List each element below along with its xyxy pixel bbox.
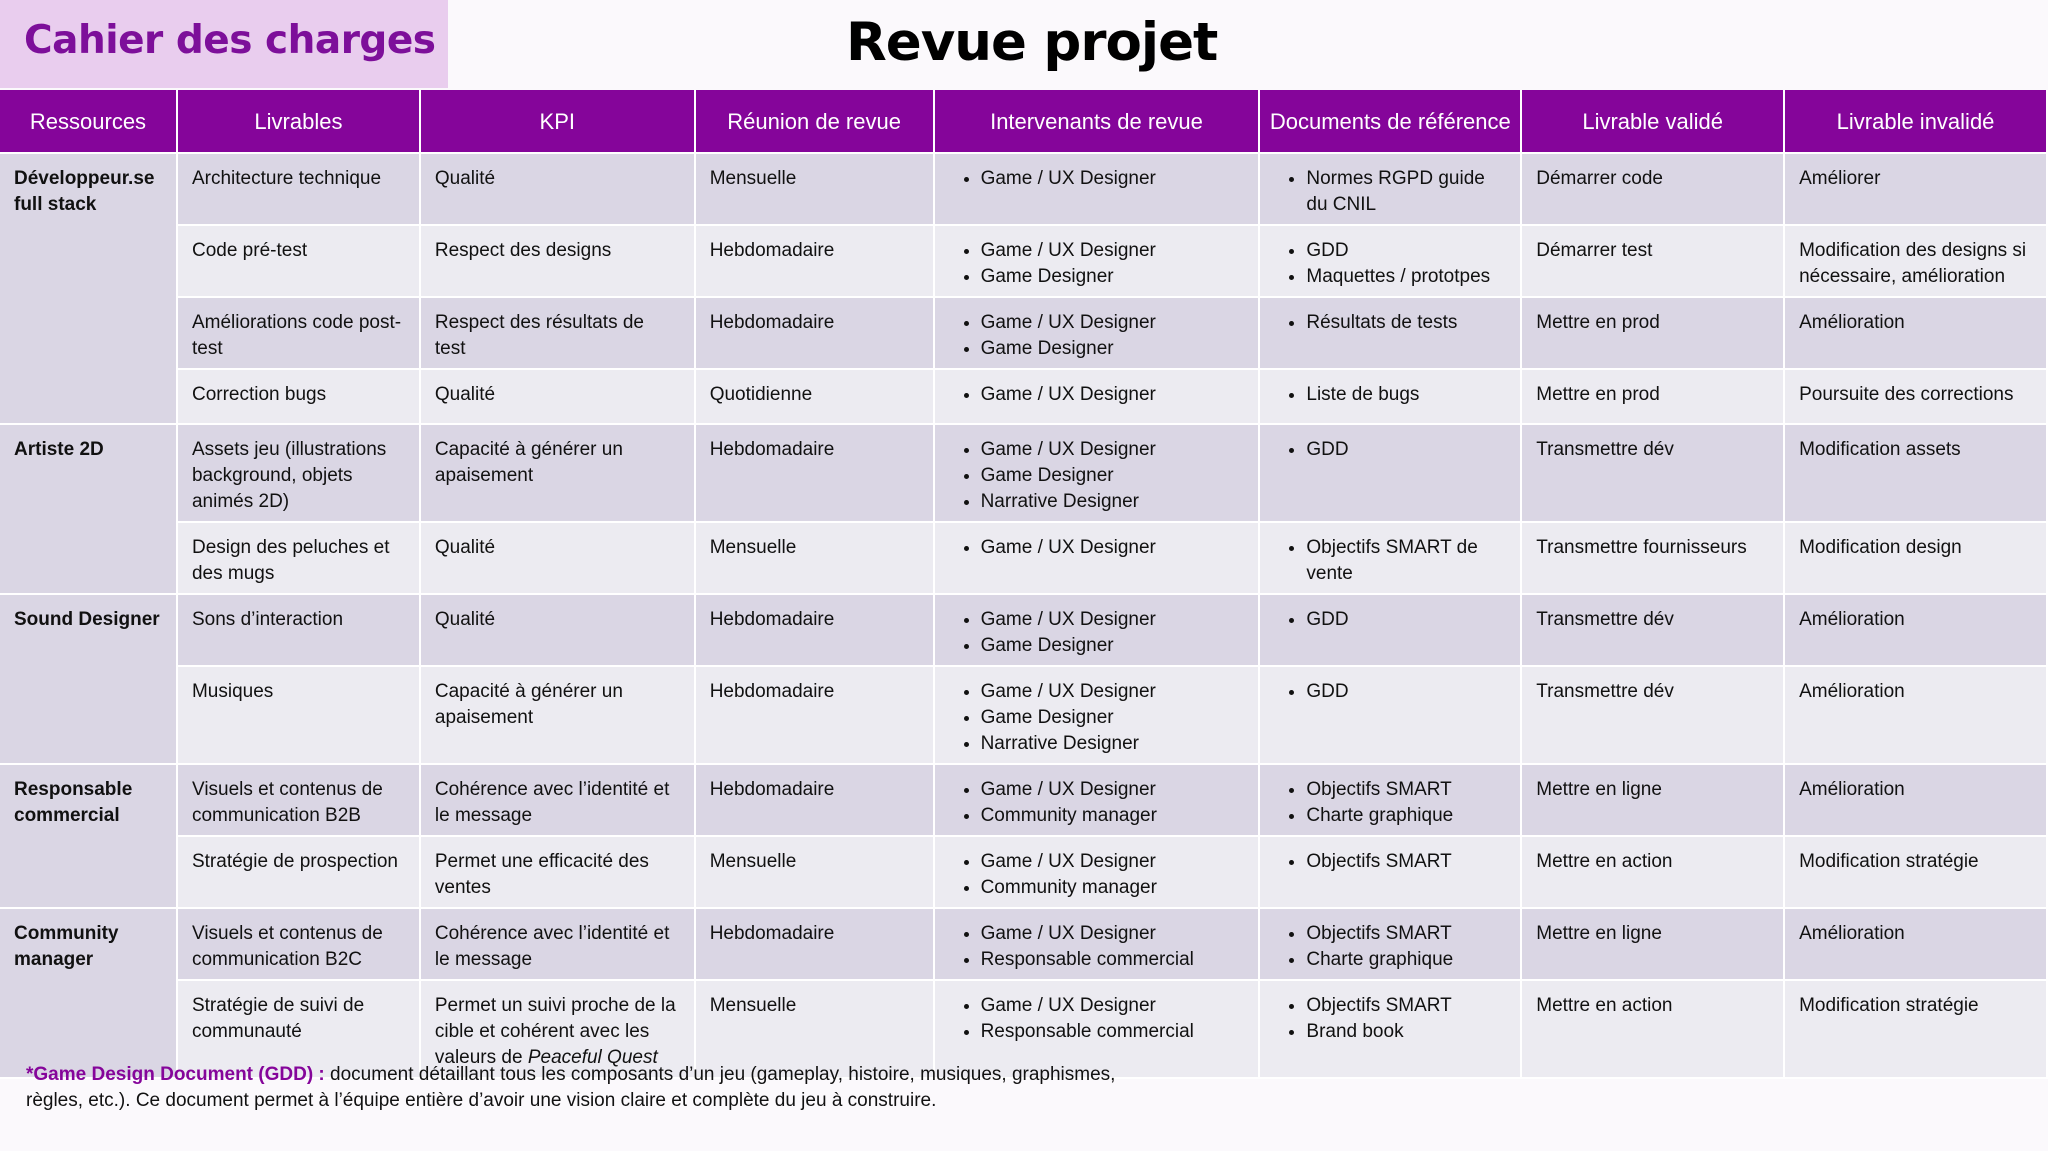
list-item: • Community manager	[981, 803, 1245, 829]
intervenants-cell	[934, 522, 1260, 594]
table-row	[0, 522, 2047, 594]
intervenants-cell-list	[949, 993, 1245, 1045]
documents-cell	[1259, 908, 1521, 980]
intervenants-cell-list	[949, 437, 1245, 515]
kpi-cell	[420, 424, 695, 522]
reunion-cell	[695, 836, 934, 908]
col-header: Livrable invalidé	[1784, 90, 2047, 153]
intervenants-cell	[934, 225, 1260, 297]
invalide-cell-text: Poursuite des corrections	[1799, 384, 2014, 405]
livrable-cell-text: Design des peluches et des mugs	[191, 537, 390, 584]
table-row	[0, 369, 2047, 424]
documents-cell	[1259, 666, 1521, 764]
livrable-cell	[177, 666, 420, 764]
livrable-cell-text: Architecture technique	[191, 168, 382, 189]
valide-cell-text: Transmettre dév	[1536, 439, 1674, 460]
reunion-cell	[695, 297, 934, 369]
kpi-cell	[420, 225, 695, 297]
intervenants-cell-list	[949, 310, 1245, 362]
intervenants-cell	[934, 836, 1260, 908]
list-item: • Game / UX Designer	[981, 310, 1245, 336]
resource-cell: Artiste 2D	[0, 424, 177, 594]
livrable-cell	[177, 424, 420, 522]
invalide-cell	[1784, 666, 2047, 764]
kpi-cell	[420, 836, 695, 908]
kpi-cell-text: Qualité	[434, 537, 496, 558]
kpi-cell-text: Cohérence avec l’identité et le message	[434, 923, 670, 970]
livrable-cell	[177, 908, 420, 980]
list-item: • GDD	[1306, 607, 1506, 633]
invalide-cell	[1784, 908, 2047, 980]
resource-cell: Sound Designer	[0, 594, 177, 764]
intervenants-cell	[934, 297, 1260, 369]
intervenants-cell-list	[949, 921, 1245, 973]
intervenants-cell-list	[949, 607, 1245, 659]
list-item: • Responsable commercial	[981, 1019, 1245, 1045]
intervenants-cell-list	[949, 679, 1245, 757]
invalide-cell-text: Amélioration	[1799, 779, 1905, 800]
documents-cell-list	[1274, 238, 1506, 290]
valide-cell-text: Transmettre dév	[1536, 609, 1674, 630]
intervenants-cell	[934, 153, 1260, 225]
invalide-cell	[1784, 424, 2047, 522]
resource-cell: Développeur.se full stack	[0, 153, 177, 424]
reunion-cell-text: Hebdomadaire	[709, 779, 835, 800]
documents-cell	[1259, 153, 1521, 225]
livrable-cell-text: Visuels et contenus de communication B2B	[191, 779, 383, 826]
invalide-cell-text: Amélioration	[1799, 312, 1905, 333]
invalide-cell	[1784, 522, 2047, 594]
documents-cell	[1259, 297, 1521, 369]
list-item: • Game / UX Designer	[981, 166, 1245, 192]
valide-cell-text: Transmettre dév	[1536, 681, 1674, 702]
livrable-cell	[177, 369, 420, 424]
documents-cell-list	[1274, 535, 1506, 587]
invalide-cell	[1784, 764, 2047, 836]
reunion-cell-text: Hebdomadaire	[709, 923, 835, 944]
reunion-cell-text: Hebdomadaire	[709, 681, 835, 702]
documents-cell	[1259, 522, 1521, 594]
invalide-cell-text: Améliorer	[1799, 168, 1881, 189]
list-item: • Brand book	[1306, 1019, 1506, 1045]
valide-cell	[1521, 594, 1784, 666]
reunion-cell-text: Quotidienne	[709, 384, 813, 405]
invalide-cell	[1784, 836, 2047, 908]
livrable-cell-text: Sons d’interaction	[191, 609, 344, 630]
documents-cell-list	[1274, 382, 1506, 408]
intervenants-cell-list	[949, 777, 1245, 829]
invalide-cell-text: Amélioration	[1799, 609, 1905, 630]
documents-cell-list	[1274, 437, 1506, 463]
table-row	[0, 764, 2047, 836]
reunion-cell	[695, 424, 934, 522]
table-body	[0, 153, 2047, 1078]
kpi-cell	[420, 666, 695, 764]
list-item: • Liste de bugs	[1306, 382, 1506, 408]
kpi-cell	[420, 369, 695, 424]
valide-cell	[1521, 522, 1784, 594]
documents-cell	[1259, 424, 1521, 522]
page-title: Revue projet	[846, 12, 1218, 73]
list-item: • GDD	[1306, 437, 1506, 463]
livrable-cell-text: Code pré-test	[191, 240, 308, 261]
kpi-cell	[420, 764, 695, 836]
intervenants-cell	[934, 424, 1260, 522]
kpi-cell	[420, 297, 695, 369]
invalide-cell-text: Modification design	[1799, 537, 1962, 558]
livrable-cell	[177, 594, 420, 666]
valide-cell	[1521, 836, 1784, 908]
list-item: • Normes RGPD guide du CNIL	[1306, 166, 1506, 218]
intervenants-cell	[934, 369, 1260, 424]
list-item: • Narrative Designer	[981, 731, 1245, 757]
list-item: • Game / UX Designer	[981, 535, 1245, 561]
invalide-cell	[1784, 594, 2047, 666]
list-item: • Objectifs SMART	[1306, 993, 1506, 1019]
review-table	[0, 90, 2048, 1079]
reunion-cell-text: Hebdomadaire	[709, 312, 835, 333]
kpi-cell-text: Qualité	[434, 168, 496, 189]
livrable-cell-text: Assets jeu (illustrations background, objets animés 2D)	[191, 439, 387, 512]
invalide-cell-text: Modification assets	[1799, 439, 1961, 460]
livrable-cell-text: Stratégie de prospection	[191, 851, 398, 872]
kpi-cell-text: Qualité	[434, 609, 496, 630]
reunion-cell	[695, 908, 934, 980]
valide-cell	[1521, 297, 1784, 369]
valide-cell	[1521, 153, 1784, 225]
invalide-cell-text: Modification stratégie	[1799, 995, 1979, 1016]
list-item: • Game / UX Designer	[981, 849, 1245, 875]
table-row	[0, 424, 2047, 522]
valide-cell	[1521, 980, 1784, 1078]
documents-cell	[1259, 225, 1521, 297]
table-row	[0, 153, 2047, 225]
list-item: • Game / UX Designer	[981, 777, 1245, 803]
list-item: • Objectifs SMART de vente	[1306, 535, 1506, 587]
col-header: Documents de référence	[1259, 90, 1521, 153]
invalide-cell	[1784, 369, 2047, 424]
invalide-cell-text: Amélioration	[1799, 923, 1905, 944]
reunion-cell	[695, 369, 934, 424]
list-item: • Responsable commercial	[981, 947, 1245, 973]
livrable-cell-text: Correction bugs	[191, 384, 327, 405]
invalide-cell	[1784, 297, 2047, 369]
valide-cell-text: Démarrer test	[1536, 240, 1653, 261]
reunion-cell	[695, 764, 934, 836]
intervenants-cell-list	[949, 849, 1245, 901]
intervenants-cell-list	[949, 166, 1245, 192]
badge-title: Cahier des charges	[24, 18, 436, 63]
table-row	[0, 836, 2047, 908]
valide-cell-text: Mettre en ligne	[1536, 779, 1662, 800]
kpi-cell	[420, 594, 695, 666]
list-item: • Game Designer	[981, 633, 1245, 659]
reunion-cell-text: Mensuelle	[709, 537, 797, 558]
valide-cell	[1521, 225, 1784, 297]
kpi-cell-text: Respect des résultats de test	[434, 312, 644, 359]
livrable-cell	[177, 225, 420, 297]
col-header: Réunion de revue	[695, 90, 934, 153]
list-item: • Game / UX Designer	[981, 607, 1245, 633]
reunion-cell-text: Mensuelle	[709, 851, 797, 872]
list-item: • Charte graphique	[1306, 947, 1506, 973]
documents-cell-list	[1274, 993, 1506, 1045]
invalide-cell	[1784, 225, 2047, 297]
col-header: Ressources	[0, 90, 177, 153]
reunion-cell	[695, 225, 934, 297]
reunion-cell-text: Mensuelle	[709, 995, 797, 1016]
list-item: • Objectifs SMART	[1306, 849, 1506, 875]
intervenants-cell	[934, 764, 1260, 836]
table-header-row	[0, 90, 2047, 153]
list-item: • Game / UX Designer	[981, 993, 1245, 1019]
resource-cell: Responsable commercial	[0, 764, 177, 908]
invalide-cell-text: Amélioration	[1799, 681, 1905, 702]
list-item: • Résultats de tests	[1306, 310, 1506, 336]
livrable-cell-text: Stratégie de suivi de communauté	[191, 995, 365, 1042]
valide-cell-text: Démarrer code	[1536, 168, 1663, 189]
livrable-cell-text: Musiques	[191, 681, 274, 702]
list-item: • Game / UX Designer	[981, 921, 1245, 947]
documents-cell-list	[1274, 921, 1506, 973]
intervenants-cell	[934, 666, 1260, 764]
kpi-cell-text: Qualité	[434, 384, 496, 405]
list-item: • GDD	[1306, 238, 1506, 264]
table-row	[0, 297, 2047, 369]
reunion-cell	[695, 594, 934, 666]
livrable-cell	[177, 297, 420, 369]
kpi-cell	[420, 522, 695, 594]
list-item: • Narrative Designer	[981, 489, 1245, 515]
kpi-cell-text: Capacité à générer un apaisement	[434, 681, 623, 728]
list-item: • Objectifs SMART	[1306, 921, 1506, 947]
list-item: • Game Designer	[981, 336, 1245, 362]
col-header: Livrables	[177, 90, 420, 153]
table-row	[0, 594, 2047, 666]
header-badge	[0, 0, 448, 88]
list-item: • Charte graphique	[1306, 803, 1506, 829]
list-item: • Community manager	[981, 875, 1245, 901]
valide-cell-text: Mettre en ligne	[1536, 923, 1662, 944]
list-item: • Game / UX Designer	[981, 437, 1245, 463]
valide-cell-text: Transmettre fournisseurs	[1536, 537, 1747, 558]
list-item: • Maquettes / prototpes	[1306, 264, 1506, 290]
documents-cell-list	[1274, 166, 1506, 218]
valide-cell-text: Mettre en prod	[1536, 384, 1660, 405]
documents-cell	[1259, 836, 1521, 908]
col-header: Livrable validé	[1521, 90, 1784, 153]
documents-cell-list	[1274, 777, 1506, 829]
col-header: KPI	[420, 90, 695, 153]
invalide-cell	[1784, 980, 2047, 1078]
valide-cell	[1521, 369, 1784, 424]
intervenants-cell-list	[949, 535, 1245, 561]
reunion-cell-text: Mensuelle	[709, 168, 797, 189]
invalide-cell-text: Modification des designs si nécessaire, amélioration	[1799, 240, 2027, 287]
documents-cell-list	[1274, 607, 1506, 633]
footnote	[26, 1062, 1176, 1114]
kpi-cell-text: Cohérence avec l’identité et le message	[434, 779, 670, 826]
reunion-cell-text: Hebdomadaire	[709, 609, 835, 630]
documents-cell-list	[1274, 849, 1506, 875]
list-item: • Game Designer	[981, 264, 1245, 290]
reunion-cell	[695, 666, 934, 764]
documents-cell-list	[1274, 310, 1506, 336]
valide-cell-text: Mettre en action	[1536, 851, 1673, 872]
list-item: • Game Designer	[981, 463, 1245, 489]
footnote-term: *Game Design Document (GDD) :	[26, 1064, 325, 1085]
list-item: • GDD	[1306, 679, 1506, 705]
list-item: • Game / UX Designer	[981, 238, 1245, 264]
kpi-cell-text: Respect des designs	[434, 240, 612, 261]
kpi-cell-text: Capacité à générer un apaisement	[434, 439, 623, 486]
intervenants-cell	[934, 908, 1260, 980]
list-item: • Game / UX Designer	[981, 382, 1245, 408]
table-row	[0, 225, 2047, 297]
list-item: • Objectifs SMART	[1306, 777, 1506, 803]
table-row	[0, 666, 2047, 764]
kpi-cell	[420, 908, 695, 980]
invalide-cell	[1784, 153, 2047, 225]
kpi-cell	[420, 153, 695, 225]
livrable-cell-text: Visuels et contenus de communication B2C	[191, 923, 383, 970]
documents-cell	[1259, 980, 1521, 1078]
livrable-cell-text: Améliorations code post-test	[191, 312, 402, 359]
livrable-cell	[177, 153, 420, 225]
intervenants-cell-list	[949, 382, 1245, 408]
valide-cell-text: Mettre en prod	[1536, 312, 1660, 333]
valide-cell	[1521, 908, 1784, 980]
intervenants-cell-list	[949, 238, 1245, 290]
livrable-cell	[177, 764, 420, 836]
valide-cell-text: Mettre en action	[1536, 995, 1673, 1016]
reunion-cell	[695, 522, 934, 594]
kpi-cell-text: Permet une efficacité des ventes	[434, 851, 649, 898]
valide-cell	[1521, 424, 1784, 522]
kpi-italic-text: Peaceful Quest	[527, 1047, 658, 1068]
reunion-cell-text: Hebdomadaire	[709, 439, 835, 460]
list-item: • Game / UX Designer	[981, 679, 1245, 705]
livrable-cell	[177, 836, 420, 908]
documents-cell	[1259, 594, 1521, 666]
col-header: Intervenants de revue	[934, 90, 1260, 153]
documents-cell-list	[1274, 679, 1506, 705]
intervenants-cell	[934, 594, 1260, 666]
valide-cell	[1521, 666, 1784, 764]
documents-cell	[1259, 764, 1521, 836]
livrable-cell	[177, 522, 420, 594]
reunion-cell-text: Hebdomadaire	[709, 240, 835, 261]
documents-cell	[1259, 369, 1521, 424]
kpi-cell-text: Permet un suivi proche de la cible et cohérent avec les valeurs de	[434, 995, 676, 1068]
resource-cell: Community manager	[0, 908, 177, 1078]
footnote-text: document détaillant tous les composants d’un jeu (gameplay, histoire, musiques, graphismes, règles, etc.). Ce document permet à l’équipe entière d’avoir une vision claire et complète du jeu à construire.	[26, 1064, 1116, 1111]
table-row	[0, 908, 2047, 980]
reunion-cell	[695, 153, 934, 225]
list-item: • Game Designer	[981, 705, 1245, 731]
invalide-cell-text: Modification stratégie	[1799, 851, 1979, 872]
valide-cell	[1521, 764, 1784, 836]
